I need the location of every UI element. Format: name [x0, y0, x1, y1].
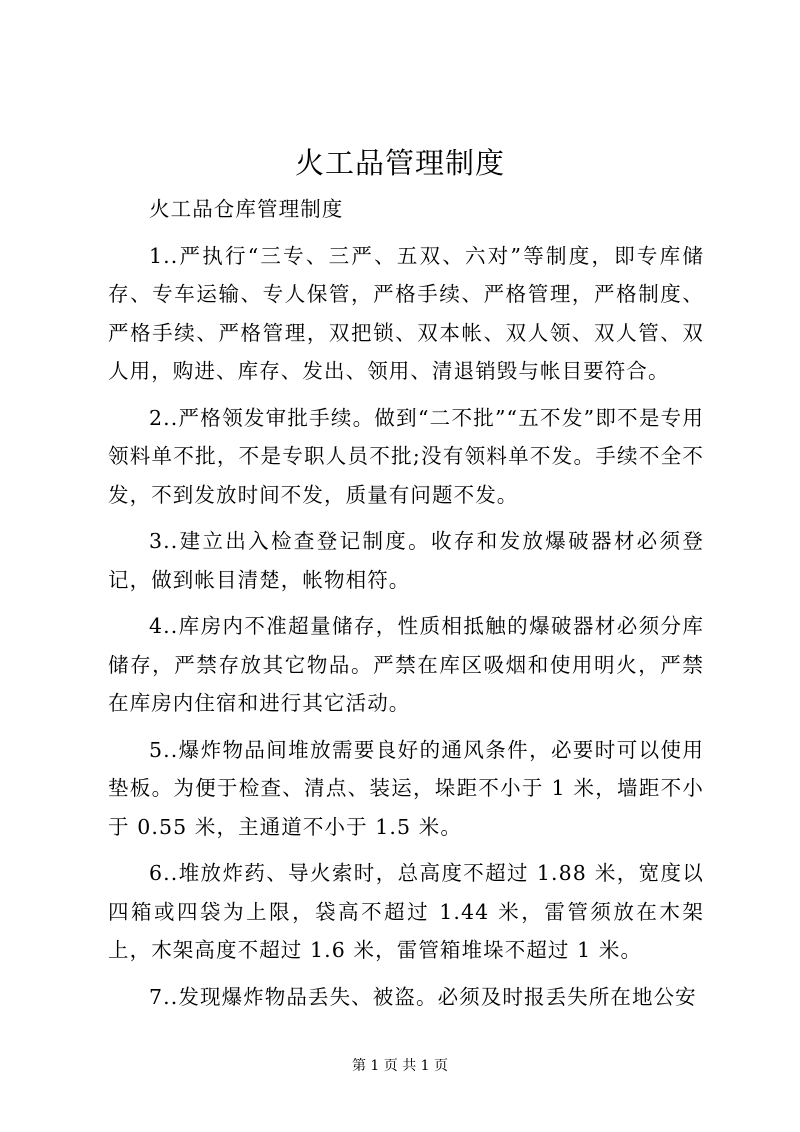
paragraph-subtitle: 火工品仓库管理制度	[149, 197, 344, 221]
paragraph-rule-3: 3..建立出入检查登记制度。收存和发放爆破器材必须登记，做到帐目清楚，帐物相符。	[108, 529, 704, 592]
document-body	[108, 190, 704, 1024]
paragraph-rule-5: 5..爆炸物品间堆放需要良好的通风条件，必要时可以使用垫板。为便于检查、清点、装运，垛距不小于 1 米，墙距不小于 0.55 米，主通道不小于 1.5 米。	[108, 737, 704, 839]
page-number-footer: 第 1 页 共 1 页	[351, 1058, 449, 1074]
paragraph-rule-7: 7..发现爆炸物品丢失、被盗。必须及时报丢失所在地公安	[149, 984, 697, 1009]
paragraph-rule-2: 2..严格领发审批手续。做到“二不批”“五不发”即不是专用领料单不批，不是专职人员不批;没有领料单不发。手续不全不发，不到发放时间不发，质量有问题不发。	[108, 405, 704, 507]
paragraph-rule-4: 4..库房内不准超量储存，性质相抵触的爆破器材必须分库储存，严禁存放其它物品。严禁在库区吸烟和使用明火，严禁在库房内住宿和进行其它活动。	[108, 614, 704, 715]
paragraph-rule-6: 6..堆放炸药、导火索时，总高度不超过 1.88 米，宽度以四箱或四袋为上限，袋高不超过 1.44 米，雷管须放在木架上，木架高度不超过 1.6 米，雷管箱堆垛不超过 1 米。	[108, 861, 704, 962]
paragraph-rule-1: 1..严执行“三专、三严、五双、六对”等制度，即专库储存、专车运输、专人保管，严格手续、严格管理，严格制度、严格手续、严格管理，双把锁、双本帐、双人领、双人管、双人用，购进、库存、发出、领用、清退销毁与帐目要符合。	[108, 243, 704, 383]
document-title: 火工品管理制度	[294, 146, 505, 180]
